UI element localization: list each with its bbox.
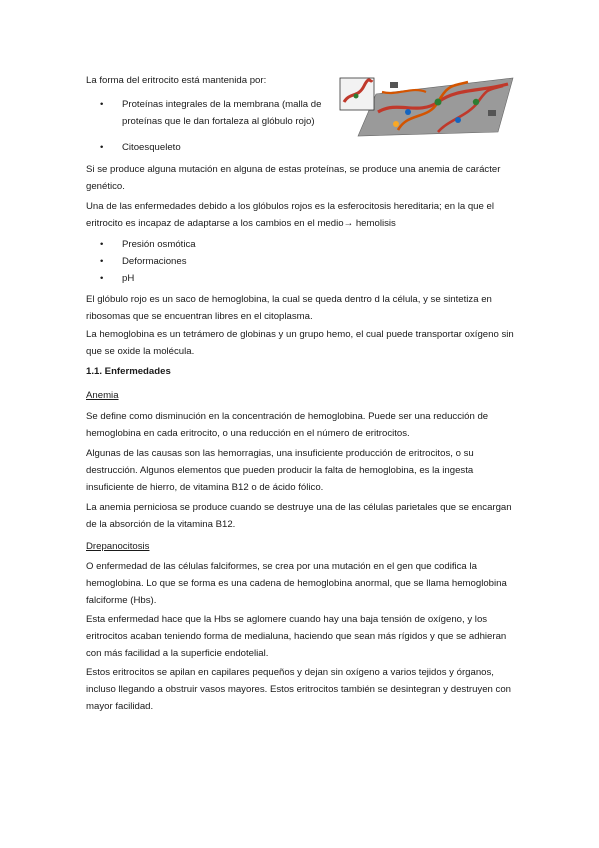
intro-text: La forma del eritrocito está mantenida por: [86, 75, 267, 86]
protein-complex [354, 94, 359, 99]
label-tag [488, 110, 496, 116]
bullet-marker: • [100, 273, 104, 284]
saco-paragraph: El glóbulo rojo es un saco de hemoglobina, la cual se queda dentro d la célula, y se sintetiza en ribosomas que se encuentran libres en el citoplasma. [86, 294, 492, 322]
protein-complex [435, 99, 442, 106]
change-ph: pH [122, 273, 135, 284]
protein-complex [455, 117, 461, 123]
mutation-paragraph: Si se produce alguna mutación en alguna de estas proteínas, se produce una anemia de carácter genético. [86, 164, 501, 192]
protein-complex [473, 99, 479, 105]
label-tag [390, 82, 398, 88]
change-deformations: Deformaciones [122, 256, 187, 267]
drepanocitosis-title: Drepanocitosis [86, 541, 150, 552]
anemia-causes: Algunas de las causas son las hemorragias, una insuficiente producción de eritrocitos, o su destrucción. Algunos elementos que pueden producir la falta de hemoglobina, es la ingesta insuficiente de hierro, de vitamina B12 o de ácido fólico. [86, 448, 474, 493]
bullet-cytoskeleton: Citoesqueleto [122, 142, 181, 153]
drepanocitosis-effects: Esta enfermedad hace que la Hbs se aglomere cuando hay una baja tensión de oxígeno, y los eritrocitos acaban teniendo forma de medialuna, haciendo que sean más rígidos y que se adhieran con más facilidad a la superficie endotelial. [86, 614, 507, 659]
bullet-marker: • [100, 99, 104, 110]
anemia-title: Anemia [86, 390, 119, 401]
protein-complex [393, 121, 399, 127]
change-osmotic-pressure: Presión osmótica [122, 239, 196, 250]
section-title: 1.1. Enfermedades [86, 366, 171, 377]
protein-complex [405, 109, 411, 115]
bullet-membrane-proteins: Proteínas integrales de la membrana (malla de proteínas que le dan fortaleza al glóbulo rojo) [122, 99, 322, 127]
drepanocitosis-consequences: Estos eritrocitos se apilan en capilares pequeños y dejan sin oxígeno a varios tejidos y órganos, incluso llegando a obstruir vasos mayores. Estos eritrocitos también se desintegran y destruyen con mayor facilidad. [86, 667, 512, 712]
bullet-marker: • [100, 239, 104, 250]
bullet-marker: • [100, 142, 104, 153]
anemia-perniciosa: La anemia perniciosa se produce cuando se destruye una de las células parietales que se encargan de la absorción de la vitamina B12. [86, 502, 512, 530]
esferocitosis-paragraph: Una de las enfermedades debido a los glóbulos rojos es la esferocitosis hereditaria; en la que el eritrocito es incapaz de adaptarse a los cambios en el medio→ hemolisis [86, 201, 494, 229]
anemia-definition: Se define como disminución en la concentración de hemoglobina. Puede ser una reducción de hemoglobina en cada eritrocito, o una reducción en el número de eritrocitos. [86, 411, 489, 439]
drepanocitosis-definition: O enfermedad de las células falciformes, se crea por una mutación en el gen que codifica la hemoglobina. Lo que se forma es una cadena de hemoglobina anormal, que se llama hemoglobina falciforme (Hbs). [86, 561, 507, 606]
membrane-cytoskeleton-figure [338, 72, 516, 138]
bullet-marker: • [100, 256, 104, 267]
tetramero-paragraph: La hemoglobina es un tetrámero de globinas y un grupo hemo, el cual puede transportar oxígeno sin que se oxide la molécula. [86, 329, 514, 357]
